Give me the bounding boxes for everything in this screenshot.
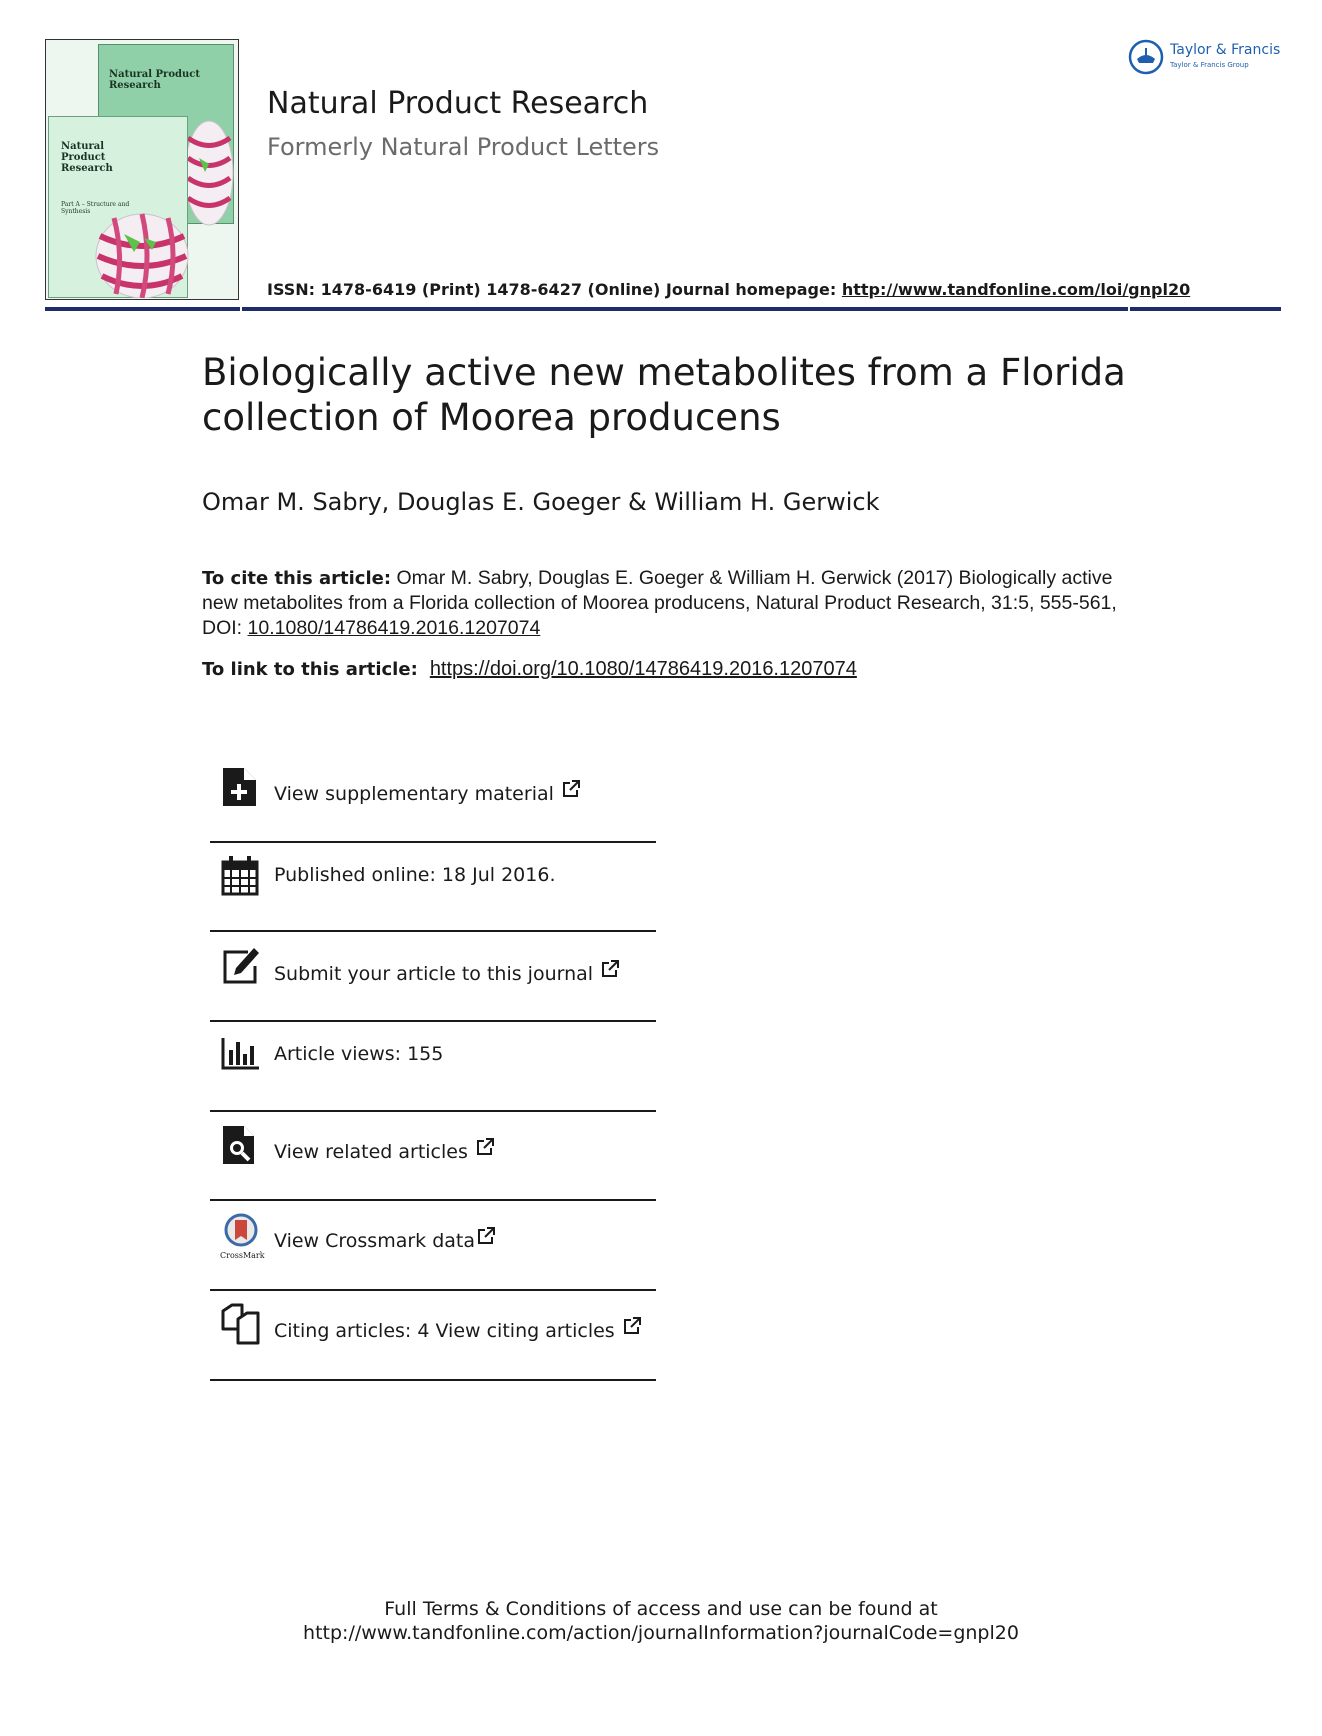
row-divider bbox=[210, 1289, 656, 1291]
crossmark-icon bbox=[220, 1213, 262, 1255]
row-divider bbox=[210, 1199, 656, 1201]
header-divider-gap bbox=[240, 306, 242, 312]
edit-icon bbox=[220, 944, 260, 986]
supplementary-material-label: View supplementary material bbox=[274, 783, 554, 805]
calendar-icon bbox=[220, 855, 260, 897]
bar-chart-icon bbox=[220, 1034, 260, 1076]
supplementary-material-row[interactable] bbox=[210, 766, 656, 826]
publisher-logo[interactable] bbox=[1128, 38, 1288, 78]
citing-articles-row[interactable] bbox=[210, 1303, 656, 1363]
article-link-block bbox=[202, 658, 857, 681]
article-views-label: Article views: 155 bbox=[274, 1043, 444, 1065]
published-online-label: Published online: 18 Jul 2016. bbox=[274, 864, 556, 886]
row-divider bbox=[210, 930, 656, 932]
search-document-icon bbox=[220, 1124, 260, 1166]
crossmark-logo-text: CrossMark bbox=[220, 1251, 265, 1260]
row-divider bbox=[210, 1110, 656, 1112]
article-doi-link[interactable]: https://doi.org/10.1080/14786419.2016.1207074 bbox=[429, 658, 857, 680]
citing-documents-icon bbox=[220, 1303, 260, 1345]
citation-label: To cite this article: bbox=[202, 568, 392, 589]
citing-articles-link[interactable] bbox=[274, 1317, 641, 1342]
row-divider bbox=[210, 1379, 656, 1381]
journal-subtitle: Formerly Natural Product Letters bbox=[267, 133, 660, 161]
article-title: Biologically active new metabolites from a Florida collection of Moorea producens bbox=[202, 351, 1126, 439]
cover-front-part: Part A – Structure and Synthesis bbox=[61, 201, 130, 215]
article-link-label: To link to this article: bbox=[202, 659, 418, 680]
external-link-icon bbox=[477, 1227, 495, 1245]
cover-front-title: Natural Product Research bbox=[61, 141, 113, 174]
external-link-icon bbox=[601, 960, 619, 978]
terms-footer bbox=[0, 1597, 1322, 1645]
header-divider-gap bbox=[1128, 306, 1130, 312]
row-divider bbox=[210, 1020, 656, 1022]
submit-article-row[interactable] bbox=[210, 944, 656, 1004]
journal-cover-image bbox=[45, 39, 239, 300]
cover-front-artwork bbox=[94, 206, 190, 298]
cover-back-title: Natural Product Research bbox=[109, 69, 200, 91]
terms-url-link[interactable]: http://www.tandfonline.com/action/journalInformation?journalCode=gnpl20 bbox=[303, 1622, 1019, 1644]
related-articles-row[interactable] bbox=[210, 1124, 656, 1184]
citation-block bbox=[202, 566, 1122, 641]
article-views-row bbox=[210, 1034, 656, 1094]
supplementary-material-link[interactable] bbox=[274, 780, 580, 805]
external-link-icon bbox=[623, 1317, 641, 1335]
citation-doi-link[interactable]: 10.1080/14786419.2016.1207074 bbox=[247, 617, 541, 639]
journal-title: Natural Product Research bbox=[267, 86, 649, 121]
submit-article-link[interactable] bbox=[274, 960, 619, 985]
row-divider bbox=[210, 841, 656, 843]
crossmark-link[interactable] bbox=[274, 1227, 495, 1252]
publisher-group: Taylor & Francis Group bbox=[1170, 61, 1249, 69]
article-authors: Omar M. Sabry, Douglas E. Goeger & William H. Gerwick bbox=[202, 488, 880, 516]
publisher-emblem-icon bbox=[1128, 39, 1164, 75]
supplementary-file-icon bbox=[220, 766, 260, 808]
external-link-icon bbox=[562, 780, 580, 798]
citing-articles-label: Citing articles: 4 View citing articles bbox=[274, 1320, 615, 1342]
published-online-row bbox=[210, 855, 656, 915]
related-articles-label: View related articles bbox=[274, 1141, 468, 1163]
external-link-icon bbox=[476, 1138, 494, 1156]
crossmark-label: View Crossmark data bbox=[274, 1230, 476, 1252]
submit-article-label: Submit your article to this journal bbox=[274, 963, 594, 985]
cover-back-artwork bbox=[184, 118, 234, 228]
related-articles-link[interactable] bbox=[274, 1138, 494, 1163]
citation-text: Omar M. Sabry, Douglas E. Goeger & William H. Gerwick (2017) Biologically active new metabolites from a Florida collection of Moorea producens, Natural Product Research, 31:5, 555-561, DOI: bbox=[202, 567, 1117, 639]
journal-homepage-link[interactable]: http://www.tandfonline.com/loi/gnpl20 bbox=[841, 280, 1191, 299]
header-divider bbox=[45, 307, 1281, 311]
publisher-name: Taylor & Francis bbox=[1170, 42, 1281, 58]
terms-text: Full Terms & Conditions of access and use can be found at bbox=[384, 1598, 938, 1620]
issn-line bbox=[267, 280, 1190, 299]
crossmark-row[interactable] bbox=[210, 1213, 656, 1273]
issn-text: ISSN: 1478-6419 (Print) 1478-6427 (Online) Journal homepage: bbox=[267, 280, 837, 299]
